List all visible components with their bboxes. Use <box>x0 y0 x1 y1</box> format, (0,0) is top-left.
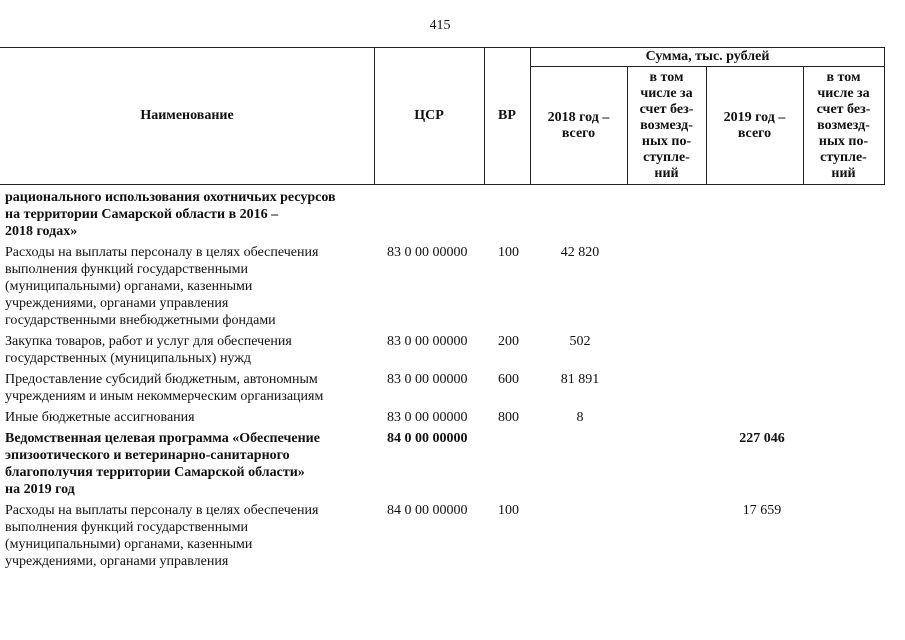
table-body <box>0 189 905 570</box>
table-header <box>0 47 885 185</box>
row-vr: 100 <box>498 245 519 260</box>
col-divider <box>884 47 885 185</box>
header-name: Наименование <box>140 108 234 123</box>
row-csr: 83 0 00 00000 <box>387 245 468 260</box>
row-name: Закупка товаров, работ и услуг для обеспечения государственных (муниципальных) нужд <box>5 334 292 366</box>
table-row <box>0 430 905 498</box>
header-2019-free: в том числе за счет без- возмезд- ных по- ступле- ний <box>816 69 871 181</box>
row-csr: 84 0 00 00000 <box>387 503 468 518</box>
table-row <box>0 189 905 240</box>
header-2018-free: в том числе за счет без- возмезд- ных по- ступле- ний <box>639 69 694 181</box>
row-name: Ведомственная целевая программа «Обеспечение эпизоотического и ветеринарно-санитарного благополучия территории Самарской области» на 2019 год <box>5 431 320 497</box>
row-csr: 83 0 00 00000 <box>387 334 468 349</box>
row-sum-2018: 42 820 <box>560 245 600 260</box>
page-number: 415 <box>429 18 451 33</box>
row-sum-2018: 502 <box>569 334 591 349</box>
row-vr: 800 <box>498 410 519 425</box>
row-name: рационального использования охотничьих ресурсов на территории Самарской области в 2016 – 2018 годах» <box>5 190 336 239</box>
row-csr: 83 0 00 00000 <box>387 410 468 425</box>
header-sum-group: Сумма, тыс. рублей <box>645 48 770 64</box>
row-sum-2019: 17 659 <box>742 503 782 518</box>
header-2019-total: 2019 год – всего <box>723 109 786 141</box>
row-name: Предоставление субсидий бюджетным, автономным учреждениям и иным некоммерческим организациям <box>5 372 324 404</box>
row-sum-2018: 81 891 <box>560 372 600 387</box>
table-row <box>0 244 905 329</box>
header-vr: ВР <box>498 108 516 123</box>
table-row <box>0 333 905 367</box>
row-csr: 84 0 00 00000 <box>387 431 468 446</box>
row-name: Иные бюджетные ассигнования <box>5 410 195 425</box>
header-csr: ЦСР <box>414 108 444 123</box>
table-row <box>0 502 905 570</box>
row-vr: 100 <box>498 503 519 518</box>
table-row <box>0 409 905 426</box>
row-name: Расходы на выплаты персоналу в целях обеспечения выполнения функций государственными (муниципальными) органами, казенными учреждениями, органами управления <box>5 503 319 569</box>
header-2018-total: 2018 год – всего <box>547 109 610 141</box>
table-row <box>0 371 905 405</box>
row-name: Расходы на выплаты персоналу в целях обеспечения выполнения функций государственными (муниципальными) органами, казенными учреждениями, органами управления государственными внебюджетными фондами <box>5 245 319 328</box>
row-csr: 83 0 00 00000 <box>387 372 468 387</box>
row-sum-2019: 227 046 <box>739 431 785 446</box>
row-vr: 600 <box>498 372 519 387</box>
row-sum-2018: 8 <box>576 410 584 425</box>
row-vr: 200 <box>498 334 519 349</box>
